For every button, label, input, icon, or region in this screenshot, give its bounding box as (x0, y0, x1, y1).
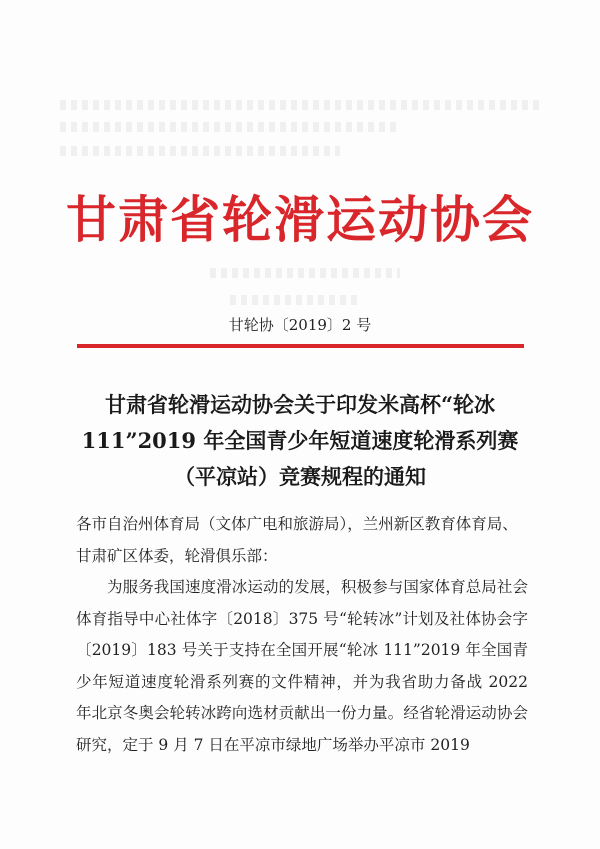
document-number: 甘轮协〔2019〕2 号 (228, 316, 372, 334)
show-through-text (60, 146, 340, 156)
document-title (70, 387, 530, 495)
title-line-2: 111”2019 年全国青少年短道速度轮滑系列赛 (81, 428, 519, 453)
show-through-text (230, 295, 360, 305)
show-through-text (60, 100, 540, 110)
red-divider-line (77, 344, 524, 348)
body-paragraph: 为服务我国速度滑冰运动的发展，积极参与国家体育总局社会体育指导中心社体字〔2018〕375 号“轮转冰”计划及社体协会字〔2019〕183 号关于支持在全国开展“轮冰 111”2019 年全国青少年短道速度轮滑系列赛的文件精神，并为我省助力备战 2022 年北京冬奥会轮转冰跨向选材贡献出一份力量。经省轮滑运动协会研究，定于 9 月 7 日在平凉市绿地广场举办平凉市 2019 (76, 578, 528, 754)
title-line-1: 甘肃省轮滑运动协会关于印发米高杯“轮冰 (104, 392, 496, 417)
organization-header: 甘肃省轮滑运动协会 (66, 190, 534, 249)
show-through-text (60, 122, 400, 132)
addressee-line-1: 各市自治州体育局（文体广电和旅游局），兰州新区教育体育局、 (76, 515, 518, 533)
addressee-line-2: 甘肃矿区体委，轮滑俱乐部： (76, 546, 278, 565)
document-body (76, 509, 528, 761)
title-line-3: （平凉站）竞赛规程的通知 (174, 464, 426, 489)
show-through-text (210, 268, 400, 278)
